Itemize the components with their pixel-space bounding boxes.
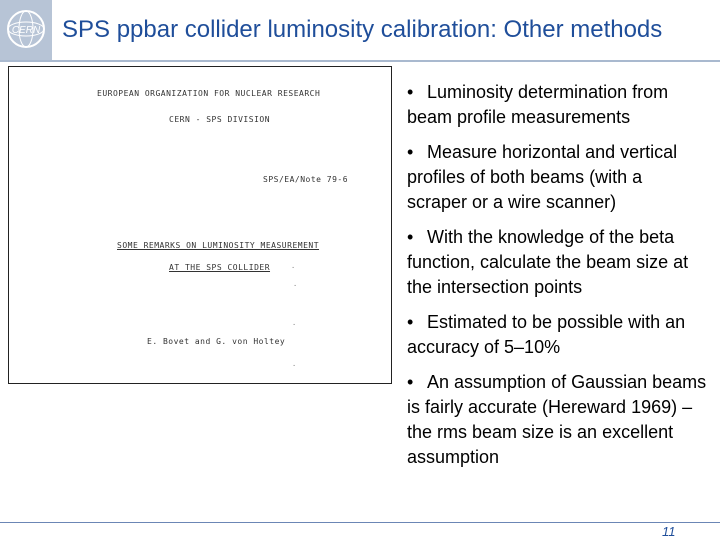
doc-note-number: SPS/EA/Note 79-6 (263, 175, 349, 184)
bullet-text: Estimated to be possible with an accuracy of 5–10% (407, 312, 686, 357)
scan-speck: · (292, 362, 297, 370)
scan-speck: · (292, 321, 297, 329)
bullet-text: With the knowledge of the beta function, calculate the beam size at the intersection points (407, 227, 689, 297)
doc-report-subtitle: AT THE SPS COLLIDER (169, 263, 271, 272)
bullet-text: Measure horizontal and vertical profiles of both beams (with a scraper or a wire scanner) (407, 142, 678, 212)
cern-logo (0, 0, 52, 62)
doc-division-line: CERN - SPS DIVISION (169, 115, 271, 124)
bullet-list (407, 80, 707, 480)
scan-speck: · (291, 264, 296, 272)
bullet-item (407, 225, 707, 300)
svg-text:CERN: CERN (11, 25, 41, 36)
bullet-marker: • (407, 142, 414, 162)
cern-logo-icon (4, 7, 48, 55)
bullet-text: An assumption of Gaussian beams is fairly accurate (Hereward 1969) – the rms beam size is an excellent assumption (407, 372, 707, 467)
bullet-text: Luminosity determination from beam profile measurements (407, 82, 669, 127)
bullet-item (407, 140, 707, 215)
bullet-item (407, 80, 707, 130)
slide-title: SPS ppbar collider luminosity calibration: Other methods (62, 16, 663, 43)
bullet-marker: • (407, 227, 414, 247)
page-number: 11 (662, 524, 676, 539)
bullet-item (407, 310, 707, 360)
bullet-marker: • (407, 312, 414, 332)
scanned-document-image (8, 66, 392, 384)
bullet-marker: • (407, 82, 414, 102)
scan-speck: · (293, 282, 298, 290)
footer-divider (0, 522, 720, 523)
bullet-item (407, 370, 707, 470)
bullet-marker: • (407, 372, 414, 392)
title-divider (0, 60, 720, 62)
doc-org-line: EUROPEAN ORGANIZATION FOR NUCLEAR RESEARCH (97, 89, 321, 98)
doc-report-title: SOME REMARKS ON LUMINOSITY MEASUREMENT (117, 241, 320, 250)
doc-authors: E. Bovet and G. von Holtey (147, 337, 286, 346)
